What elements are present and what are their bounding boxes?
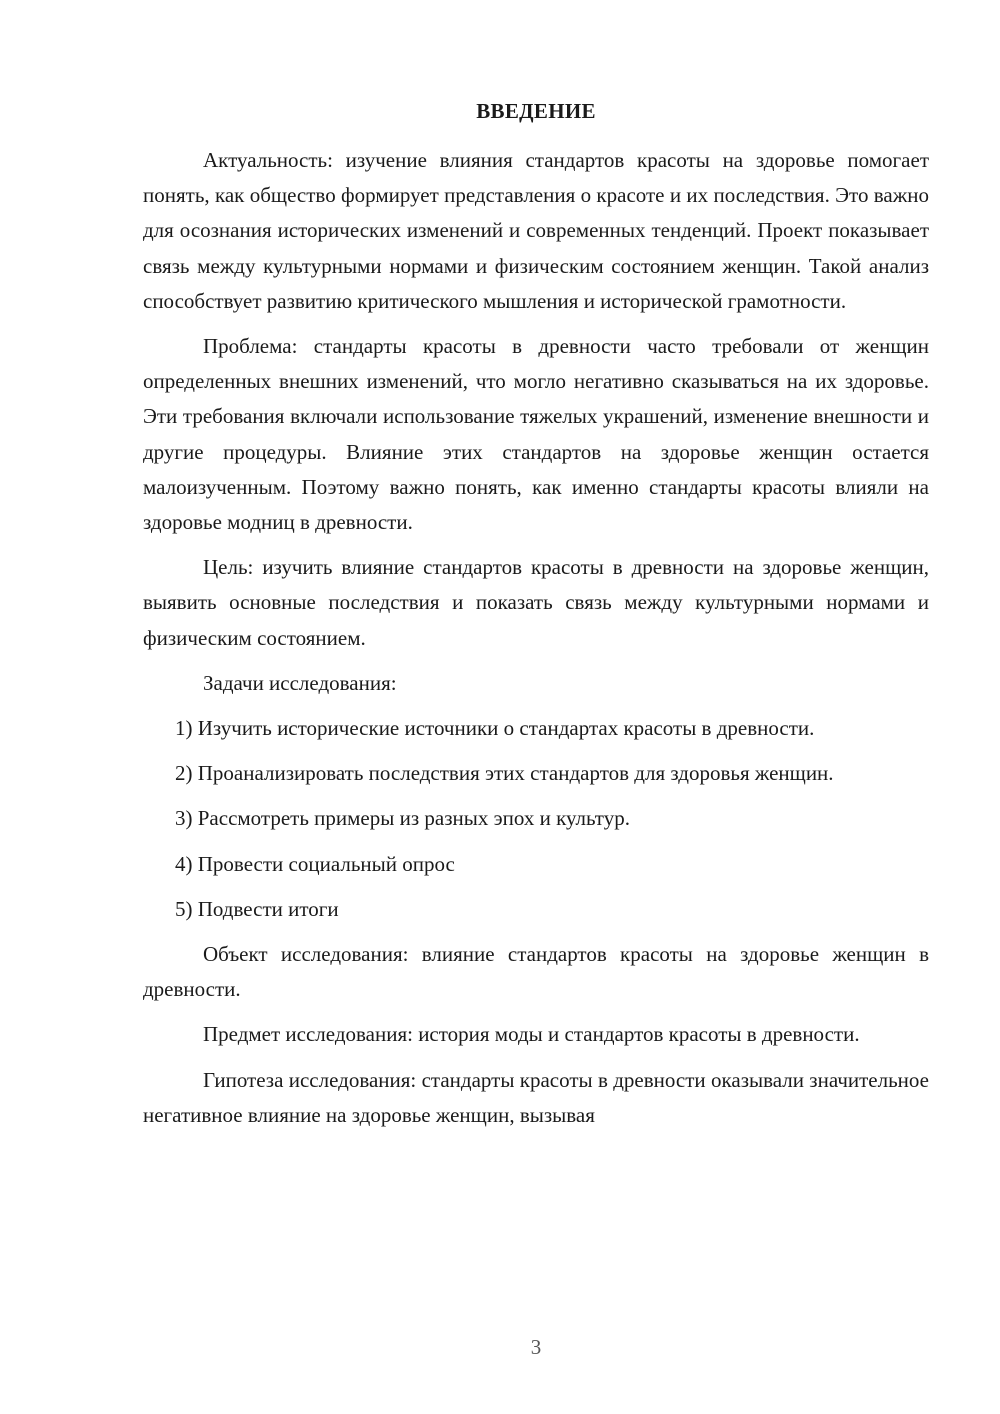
task-item-5: 5) Подвести итоги <box>175 896 339 921</box>
task-item-4: 4) Провести социальный опрос <box>175 851 455 876</box>
goal-paragraph: Цель: изучить влияние стандартов красоты в древности на здоровье женщин, выявить основные последствия и показать связь между культурными нормами и физическим состоянием. <box>143 555 929 650</box>
tasks-heading: Задачи исследования: <box>203 670 397 695</box>
task-item-3: 3) Рассмотреть примеры из разных эпох и культур. <box>175 806 630 831</box>
task-item-2: 2) Проанализировать последствия этих стандартов для здоровья женщин. <box>175 761 834 786</box>
subject-paragraph: Предмет исследования: история моды и стандартов красоты в древности. <box>203 1022 860 1047</box>
hypothesis-paragraph: Гипотеза исследования: стандарты красоты в древности оказывали значительное негативное влияние на здоровье женщин, вызывая <box>143 1067 929 1127</box>
relevance-paragraph: Актуальность: изучение влияния стандартов красоты на здоровье помогает понять, как общество формирует представления о красоте и их последствия. Это важно для осознания исторических изменений и современных тенденций. Проект показывает связь между культурными нормами и физическим состоянием женщин. Такой анализ способствует развитию критического мышления и исторической грамотности. <box>143 148 929 313</box>
page-title: ВВЕДЕНИЕ <box>476 99 596 123</box>
document-body <box>143 143 929 1133</box>
problem-paragraph: Проблема: стандарты красоты в древности часто требовали от женщин определенных внешних изменений, что могло негативно сказываться на их здоровье. Эти требования включали использование тяжелых украшений, изменение внешности и другие процедуры. Влияние этих стандартов на здоровье женщин остается малоизученным. Поэтому важно понять, как именно стандарты красоты влияли на здоровье модниц в древности. <box>143 334 929 535</box>
task-item-1: 1) Изучить исторические источники о стандартах красоты в древности. <box>175 716 815 741</box>
object-paragraph: Объект исследования: влияние стандартов красоты на здоровье женщин в древности. <box>143 942 929 1002</box>
page-number: 3 <box>530 1335 542 1359</box>
